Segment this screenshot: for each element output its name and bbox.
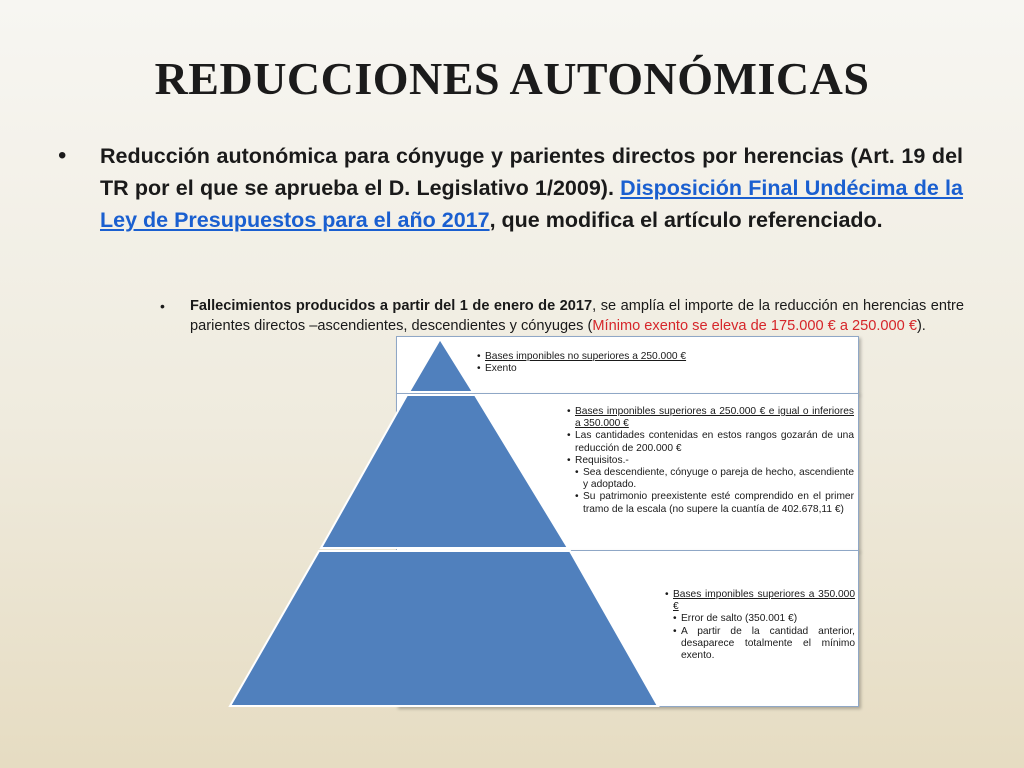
sub-bullet-bold: Fallecimientos producidos a partir del 1 de enero de 2017 <box>190 298 593 314</box>
main-bullet-text-b: , que modifica el artículo referenciado. <box>489 208 883 232</box>
pyramid-tier-top <box>409 339 473 392</box>
level2-sub-descendiente: • Sea descendiente, cónyuge o pareja de hecho, ascendiente y adoptado. <box>575 467 854 491</box>
sub-bullet-dot: • <box>160 298 165 314</box>
page-title: REDUCCIONES AUTONÓMICAS <box>154 53 870 104</box>
main-bullet-text-a: Reducción autonómica para cónyuge y parientes directos por herencias (Art. 19 del TR por el que se aprueba el D. Legislativo 1/2009). <box>100 144 963 200</box>
level2-item-bases: • Bases imponibles superiores a 250.000 € e igual o inferiores a 350.000 € <box>567 406 854 430</box>
level2-item-requisitos: • Requisitos.- <box>567 455 854 467</box>
disposicion-final-link[interactable]: Disposición Final Undécima de la Ley de Presupuestos para el año 2017 <box>100 176 963 232</box>
level3-sub-desaparece: • A partir de la cantidad anterior, desaparece totalmente el mínimo exento. <box>673 626 855 663</box>
level1-item-exento: • Exento <box>477 363 847 375</box>
level2-item-cantidades: • Las cantidades contenidas en estos rangos gozarán de una reducción de 200.000 € <box>567 430 854 454</box>
level2-sub-patrimonio: • Su patrimonio preexistente esté comprendido en el primer tramo de la escala (no supere la cuantía de 402.678,11 €) <box>575 491 854 515</box>
sub-bullet-plain: , se amplía el importe de la reducción en herencias entre parientes directos –ascendientes, descendientes y cónyuges ( <box>190 298 965 334</box>
pyramid-tier-middle <box>321 395 568 548</box>
pyramid-tier-bottom <box>230 551 658 706</box>
level1-item-bases: • Bases imponibles no superiores a 250.000 € <box>477 351 847 363</box>
minimo-exento-highlight: Mínimo exento se eleva de 175.000 € a 250.000 € <box>592 318 917 334</box>
bullet-dot: • <box>58 142 67 169</box>
level3-item-bases: • Bases imponibles superiores a 350.000 € <box>665 589 855 613</box>
sub-bullet-end: ). <box>916 318 926 334</box>
level3-sub-error: • Error de salto (350.001 €) <box>673 613 855 625</box>
